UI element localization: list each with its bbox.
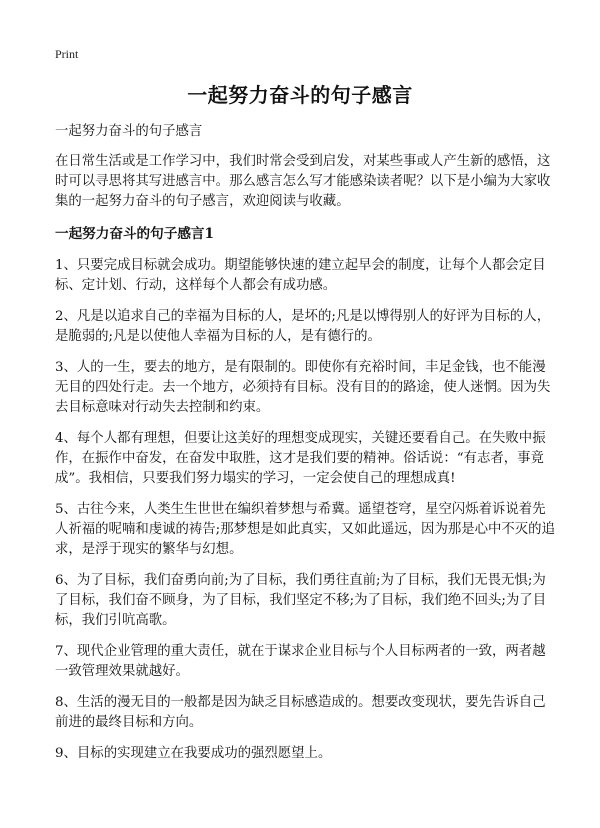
list-item: 8、生活的漫无目的一般都是因为缺乏目标感造成的。想要改变现状，要先告诉自己前进的最终目标和方向。 (55, 695, 546, 730)
list-item: 3、人的一生，要去的地方，是有限制的。即使你有充裕时间，丰足金钱，也不能漫无目的四处行走。去一个地方，必须持有目标。没有目的的路途，使人迷惘。因为失去目标意味对行动失去控制和约束。 (55, 360, 551, 415)
list-item: 7、现代企业管理的重大责任，就在于谋求企业目标与个人目标两者的一致，两者越一致管理效果就越好。 (55, 644, 546, 679)
article-body (55, 122, 555, 775)
section-heading: 一起努力奋斗的句子感言1 (55, 226, 214, 242)
article-subtitle: 一起努力奋斗的句子感言 (55, 124, 203, 139)
list-item: 6、为了目标，我们奋勇向前;为了目标，我们勇往直前;为了目标，我们无畏无惧;为了目标，我们奋不顾身，为了目标，我们坚定不移;为了目标，我们绝不回头;为了目标，我们引吭高歌。 (55, 573, 547, 628)
intro-paragraph: 在日常生活或是工作学习中，我们时常会受到启发，对某些事或人产生新的感悟，这时可以寻思将其写进感言中。那么感言怎么写才能感染读者呢？以下是小编为大家收集的一起努力奋斗的句子感言，欢迎阅读与收藏。 (55, 154, 551, 209)
list-item: 1、只要完成目标就会成功。期望能够快速的建立起早会的制度，让每个人都会定目标、定计划、行动，这样每个人都会有成功感。 (55, 258, 546, 293)
print-link[interactable]: Print (55, 47, 79, 61)
page-title: 一起努力奋斗的句子感言 (187, 83, 413, 107)
list-item: 9、目标的实现建立在我要成功的强烈愿望上。 (55, 746, 332, 761)
list-item: 2、凡是以追求自己的幸福为目标的人，是坏的;凡是以博得别人的好评为目标的人，是脆弱的;凡是以使他人幸福为目标的人，是有德行的。 (55, 309, 551, 344)
list-item: 4、每个人都有理想，但要让这美好的理想变成现实，关键还要看自己。在失败中振作，在振作中奋发，在奋发中取胜，这才是我们要的精神。俗话说：“有志者，事竟成”。我相信，只要我们努力塌实的学习，一定会使自己的理想成真! (55, 431, 546, 486)
list-item: 5、古往今来，人类生生世世在编织着梦想与希冀。遥望苍穹，星空闪烁着诉说着先人祈福的呢喃和虔诚的祷告;那梦想是如此真实，又如此遥远，因为那是心中不灭的追求，是浮于现实的繁华与幻想。 (55, 502, 555, 557)
